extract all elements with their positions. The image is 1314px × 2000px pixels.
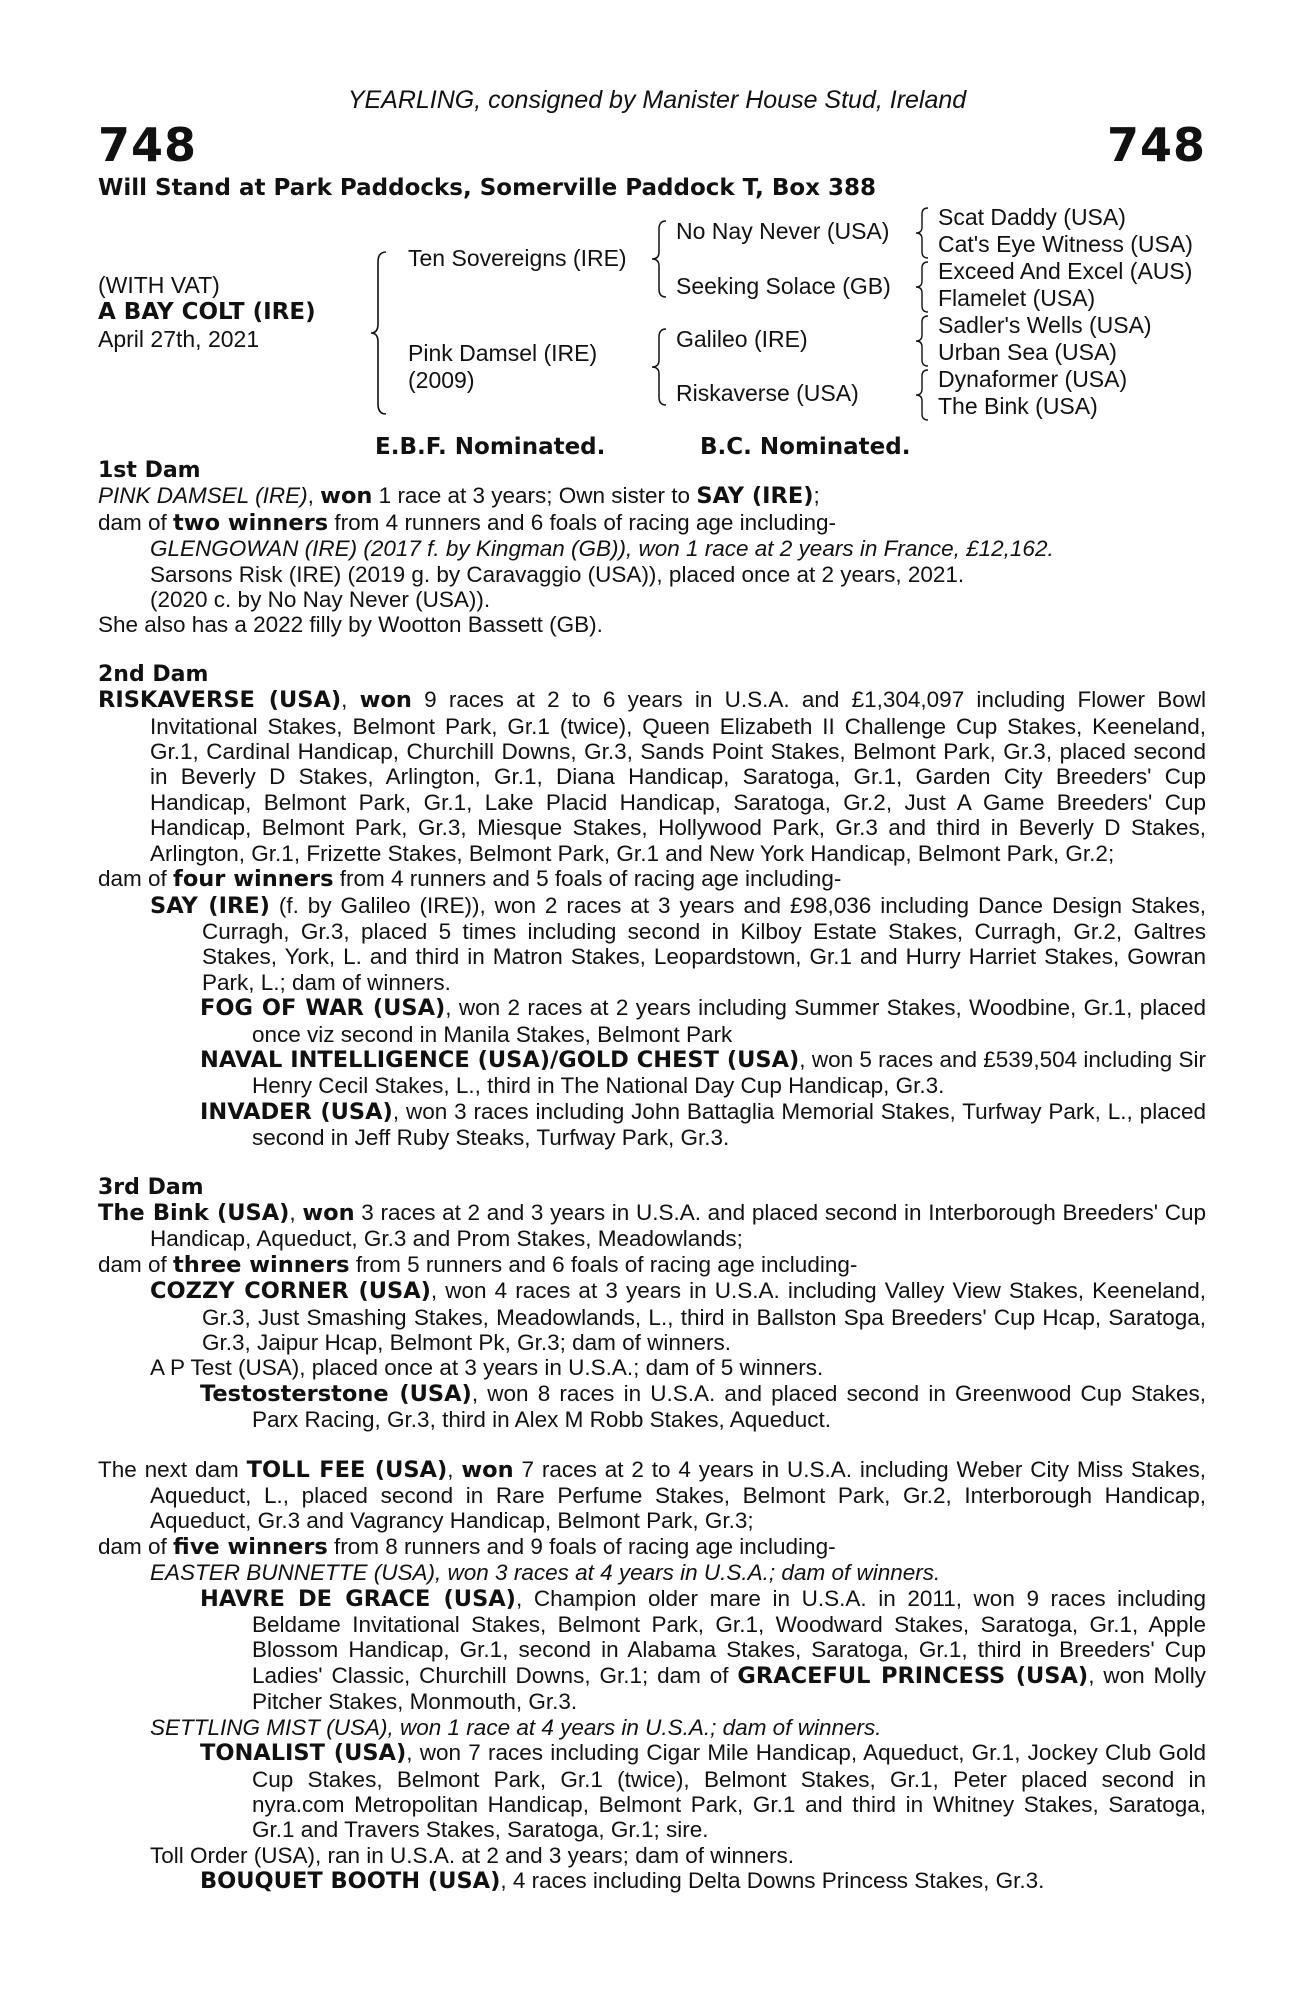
produce-easter-bunnette: EASTER BUNNETTE (USA), won 3 races at 4 years in U.S.A.; dam of winners.: [150, 1560, 941, 1586]
gg-dam-3: Urban Sea (USA): [938, 339, 1117, 365]
sire-bracket: [648, 218, 670, 300]
produce-havre-de-grace: HAVRE DE GRACE (USA), Champion older mare in U.S.A. in 2011, won 9 races including Beldame Invitational Stakes, Belmont Park, Gr.1, Woodward Stakes, Saratoga, Gr.1, Apple Blossom Handicap, Gr.1, second in Alabama Stakes, Saratoga, Gr.1, third in Breeders' Cup Ladies' Classic, Churchill Downs, Gr.1; dam of GRACEFUL PRINCESS (USA), won Molly Pitcher Stakes, Monmouth, Gr.3.: [200, 1585, 1206, 1715]
produce-cozzy-corner: COZZY CORNER (USA), won 4 races at 3 years in U.S.A. including Valley View Stakes, Keeneland, Gr.3, Just Smashing Stakes, Meadowlands, L., third in Ballston Spa Breeders' Cup Hcap, Saratoga, Gr.3, Jaipur Hcap, Belmont Pk, Gr.3; dam of winners.: [150, 1278, 1206, 1355]
gg-dam-4: The Bink (USA): [938, 393, 1098, 419]
second-dam-produce: dam of four winners from 4 runners and 5 foals of racing age including-: [98, 866, 842, 893]
third-dam-produce: dam of three winners from 5 runners and 6 foals of racing age including-: [98, 1251, 858, 1278]
dam-sire: Galileo (IRE): [676, 326, 808, 352]
dd-bracket: [912, 368, 932, 422]
dam-name: Pink Damsel (IRE): [408, 340, 598, 366]
bc-nominated: B.C. Nominated.: [700, 434, 911, 460]
main-bracket: [368, 248, 392, 418]
ebf-nominated: E.B.F. Nominated.: [375, 434, 606, 460]
sire-sire: No Nay Never (USA): [676, 218, 890, 244]
vat-note: (WITH VAT): [98, 272, 220, 298]
gg-dam-2: Flamelet (USA): [938, 285, 1096, 311]
next-dam-record: The next dam TOLL FEE (USA), won 7 races at 2 to 4 years in U.S.A. including Weber City Miss Stakes, Aqueduct, L., placed second in Rare Perfume Stakes, Belmont Park, Gr.2, Interborough Handicap, Aqueduct, Gr.3 and Vagrancy Handicap, Belmont Park, Gr.3;: [98, 1456, 1207, 1534]
gg-sire-2: Exceed And Excel (AUS): [938, 258, 1193, 284]
first-dam-produce: dam of two winners from 4 runners and 6 foals of racing age including-: [98, 509, 836, 536]
produce-fog-of-war: FOG OF WAR (USA), won 2 races at 2 years including Summer Stakes, Woodbine, Gr.1, placed once viz second in Manila Stakes, Belmont Park: [200, 995, 1206, 1047]
dam-dam: Riskaverse (USA): [676, 380, 859, 406]
ds-bracket: [912, 314, 932, 368]
produce-settling-mist: SETTLING MIST (USA), won 1 race at 4 years in U.S.A.; dam of winners.: [150, 1714, 882, 1740]
second-dam-heading: 2nd Dam: [98, 661, 209, 687]
produce-2020-colt: (2020 c. by No Nay Never (USA)).: [150, 587, 491, 613]
produce-2022-filly: She also has a 2022 filly by Wootton Bassett (GB).: [98, 612, 603, 638]
lot-name: A BAY COLT (IRE): [98, 299, 316, 325]
second-dam-name: RISKAVERSE (USA): [98, 687, 342, 714]
produce-toll-order: Toll Order (USA), ran in U.S.A. at 2 and 3 years; dam of winners.: [150, 1842, 795, 1868]
gg-sire-3: Sadler's Wells (USA): [938, 312, 1152, 338]
lot-number-left: 748: [98, 118, 198, 172]
produce-record: [98, 458, 1206, 1895]
catalogue-subtitle: YEARLING, consigned by Manister House Stud, Ireland: [347, 86, 967, 114]
sd-bracket: [912, 260, 932, 314]
first-dam-name: PINK DAMSEL (IRE): [98, 483, 308, 509]
produce-tonalist: TONALIST (USA), won 7 races including Cigar Mile Handicap, Aqueduct, Gr.1, Jockey Club Gold Cup Stakes, Belmont Park, Gr.1 (twice), Belmont Stakes, Gr.1, Peter placed second in nyra.com Metropolitan Handicap, Belmont Park, Gr.1 and third in Whitney Stakes, Saratoga, Gr.1 and Travers Stakes, Saratoga, Gr.1; sire.: [200, 1740, 1206, 1843]
produce-testosterstone: Testosterstone (USA), won 8 races in U.S.A. and placed second in Greenwood Cup Stakes, Parx Racing, Gr.3, third in Alex M Robb Stakes, Aqueduct.: [200, 1380, 1206, 1433]
third-dam-name: The Bink (USA): [98, 1199, 290, 1226]
produce-ap-test: A P Test (USA), placed once at 3 years in U.S.A.; dam of 5 winners.: [150, 1355, 824, 1381]
date-of-birth: April 27th, 2021: [98, 326, 260, 352]
produce-bouquet-booth: BOUQUET BOOTH (USA), 4 races including Delta Downs Princess Stakes, Gr.3.: [200, 1868, 1045, 1895]
third-dam-heading: 3rd Dam: [98, 1174, 204, 1200]
dam-bracket: [648, 326, 670, 408]
sire-dam: Seeking Solace (GB): [676, 273, 891, 299]
produce-sarsons-risk: Sarsons Risk (IRE) (2019 g. by Caravaggio (USA)), placed once at 2 years, 2021.: [150, 561, 965, 587]
dam-year: (2009): [408, 367, 475, 393]
second-dam-record: RISKAVERSE (USA), won 9 races at 2 to 6 years in U.S.A. and £1,304,097 including Flower Bowl Invitational Stakes, Belmont Park, Gr.1 (twice), Queen Elizabeth II Challenge Cup Stakes, Keeneland, Gr.1, Cardinal Handicap, Churchill Downs, Gr.3, Sands Point Stakes, Belmont Park, Gr.3, placed second in Beverly D Stakes, Arlington, Gr.1, Diana Handicap, Saratoga, Gr.1, Garden City Breeders' Cup Handicap, Belmont Park, Gr.1, Lake Placid Handicap, Saratoga, Gr.2, Just A Game Breeders' Cup Handicap, Belmont Park, Gr.3, Miesque Stakes, Hollywood Park, Gr.3 and third in Beverly D Stakes, Arlington, Gr.1, Frizette Stakes, Belmont Park, Gr.1 and New York Handicap, Belmont Park, Gr.2;: [98, 687, 1206, 866]
gg-sire-1: Scat Daddy (USA): [938, 204, 1126, 230]
lot-number-right: 748: [1106, 118, 1206, 172]
ss-bracket: [912, 206, 932, 260]
produce-glengowan: GLENGOWAN (IRE) (2017 f. by Kingman (GB)), won 1 race at 2 years in France, £12,162.: [150, 536, 1054, 562]
gg-dam-1: Cat's Eye Witness (USA): [938, 231, 1193, 257]
gg-sire-4: Dynaformer (USA): [938, 366, 1128, 392]
produce-naval-intelligence: NAVAL INTELLIGENCE (USA)/GOLD CHEST (USA), won 5 races and £539,504 including Sir Henry Cecil Stakes, L., third in The National Day Cup Handicap, Gr.3.: [200, 1046, 1206, 1099]
first-dam-heading: 1st Dam: [98, 458, 201, 483]
next-dam-name: TOLL FEE (USA): [246, 1456, 448, 1483]
stand-location: Will Stand at Park Paddocks, Somerville Paddock T, Box 388: [98, 175, 877, 201]
sire-name: Ten Sovereigns (IRE): [408, 245, 627, 271]
produce-say: SAY (IRE) (f. by Galileo (IRE)), won 2 races at 3 years and £98,036 including Dance Design Stakes, Curragh, Gr.3, placed 5 times including second in Kilboy Estate Stakes, Curragh, Gr.2, Galtres Stakes, York, L. and third in Matron Stakes, Leopardstown, Gr.1 and Hurry Harriet Stakes, Gowran Park, L.; dam of winners.: [150, 892, 1206, 995]
third-dam-record: The Bink (USA), won 3 races at 2 and 3 years in U.S.A. and placed second in Interborough Breeders' Cup Handicap, Aqueduct, Gr.3 and Prom Stakes, Meadowlands;: [98, 1199, 1206, 1252]
next-dam-produce: dam of five winners from 8 runners and 9 foals of racing age including-: [98, 1533, 836, 1560]
produce-invader: INVADER (USA), won 3 races including John Battaglia Memorial Stakes, Turfway Park, L., placed second in Jeff Ruby Steaks, Turfway Park, Gr.3.: [200, 1098, 1206, 1151]
first-dam-record: PINK DAMSEL (IRE), won 1 race at 3 years; Own sister to SAY (IRE);: [98, 483, 820, 510]
